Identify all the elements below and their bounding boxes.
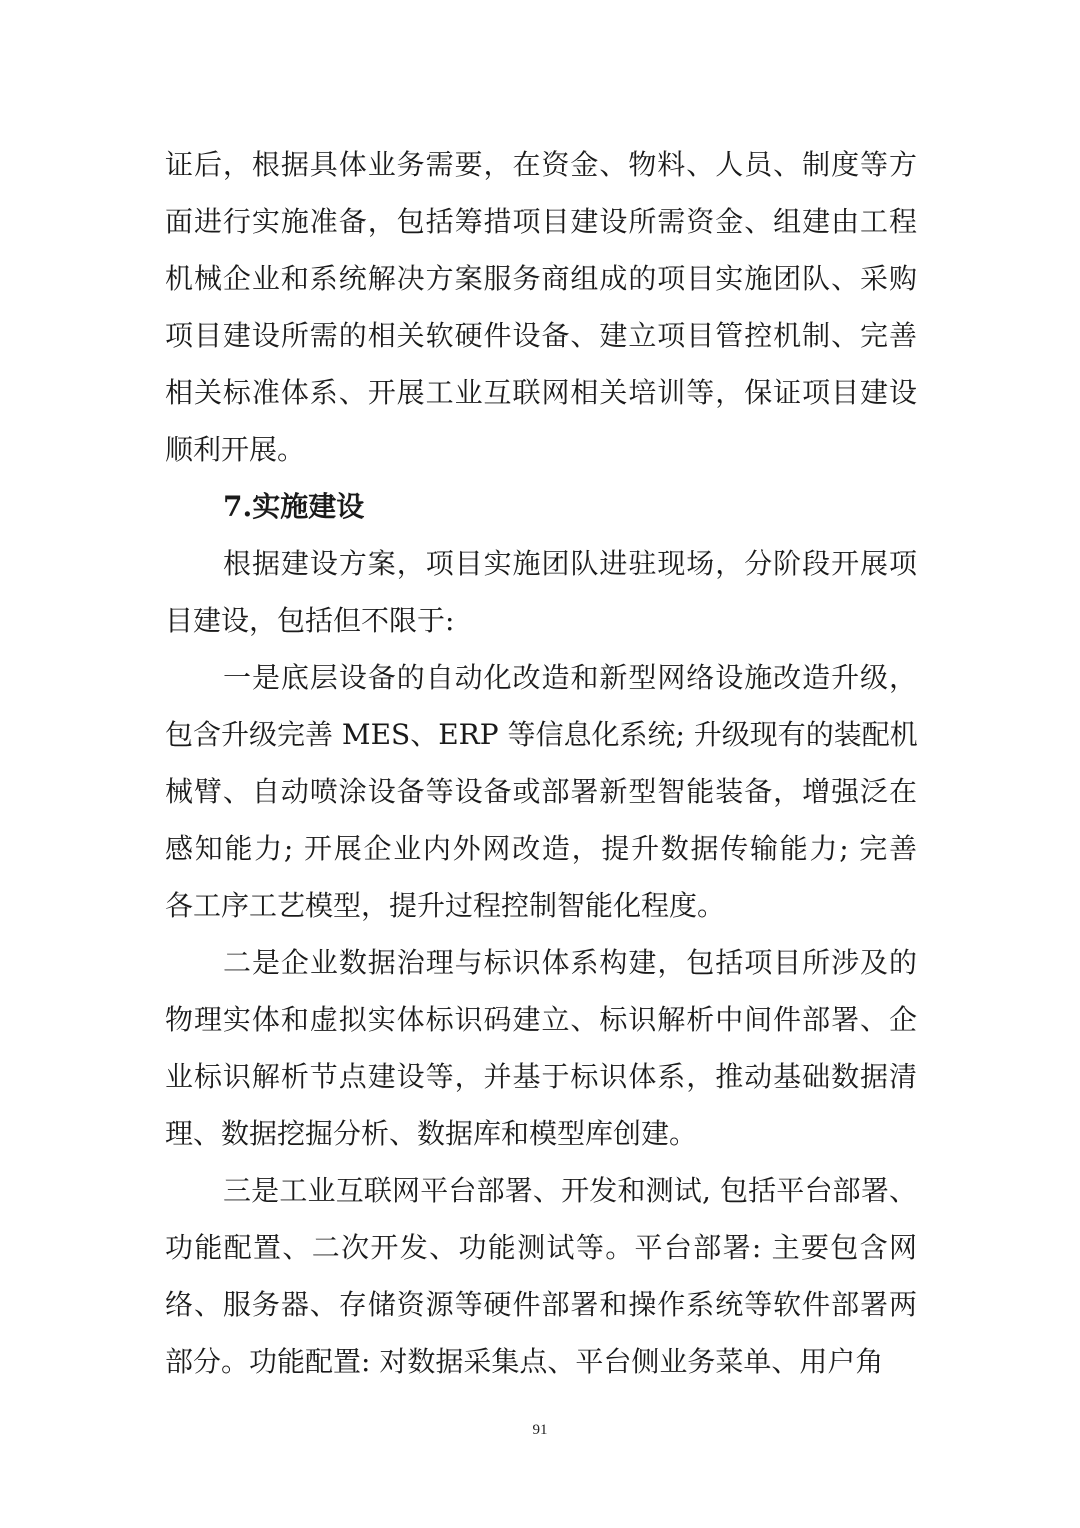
text-line: 证后，根据具体业务需要，在资金、物料、人员、制度等方	[165, 148, 917, 181]
paragraph	[165, 1162, 917, 1390]
section-heading	[165, 478, 917, 535]
paragraph	[165, 649, 917, 934]
text-line: 物理实体和虚拟实体标识码建立、标识解析中间件部署、企	[165, 1003, 917, 1036]
text-line: 根据建设方案，项目实施团队进驻现场，分阶段开展项	[223, 547, 917, 580]
paragraph	[165, 535, 917, 649]
text-line: 感知能力; 开展企业内外网改造，提升数据传输能力; 完善	[165, 832, 917, 865]
paragraph	[165, 934, 917, 1162]
text-line: 部分。功能配置: 对数据采集点、平台侧业务菜单、用户角	[165, 1345, 884, 1378]
text-line: 目建设，包括但不限于:	[165, 604, 455, 637]
text-line: 功能配置、二次开发、功能测试等。平台部署: 主要包含网	[165, 1231, 917, 1264]
text-line: 络、服务器、存储资源等硬件部署和操作系统等软件部署两	[165, 1288, 917, 1321]
text-line: 三是工业互联网平台部署、开发和测试, 包括平台部署、	[223, 1174, 917, 1207]
text-line: 顺利开展。	[165, 433, 306, 466]
text-line: 项目建设所需的相关软硬件设备、建立项目管控机制、完善	[165, 319, 917, 352]
text-line: 二是企业数据治理与标识体系构建，包括项目所涉及的	[223, 946, 917, 979]
text-line: 业标识解析节点建设等，并基于标识体系，推动基础数据清	[165, 1060, 917, 1093]
page-number: 91	[532, 1422, 548, 1438]
text-line: 一是底层设备的自动化改造和新型网络设施改造升级，	[223, 661, 917, 694]
text-line: 面进行实施准备，包括筹措项目建设所需资金、组建由工程	[165, 205, 917, 238]
text-line: 理、数据挖掘分析、数据库和模型库创建。	[165, 1117, 698, 1150]
text-line: 包含升级完善 MES、ERP 等信息化系统; 升级现有的装配机	[165, 718, 918, 751]
heading-text: 7.实施建设	[223, 490, 365, 523]
text-line: 相关标准体系、开展工业互联网相关培训等，保证项目建设	[165, 376, 917, 409]
text-line: 各工序工艺模型，提升过程控制智能化程度。	[165, 889, 726, 922]
text-line: 械臂、自动喷涂设备等设备或部署新型智能装备，增强泛在	[165, 775, 917, 808]
paragraph	[165, 136, 917, 478]
text-line: 机械企业和系统解决方案服务商组成的项目实施团队、采购	[165, 262, 917, 295]
document-body	[165, 136, 917, 1390]
